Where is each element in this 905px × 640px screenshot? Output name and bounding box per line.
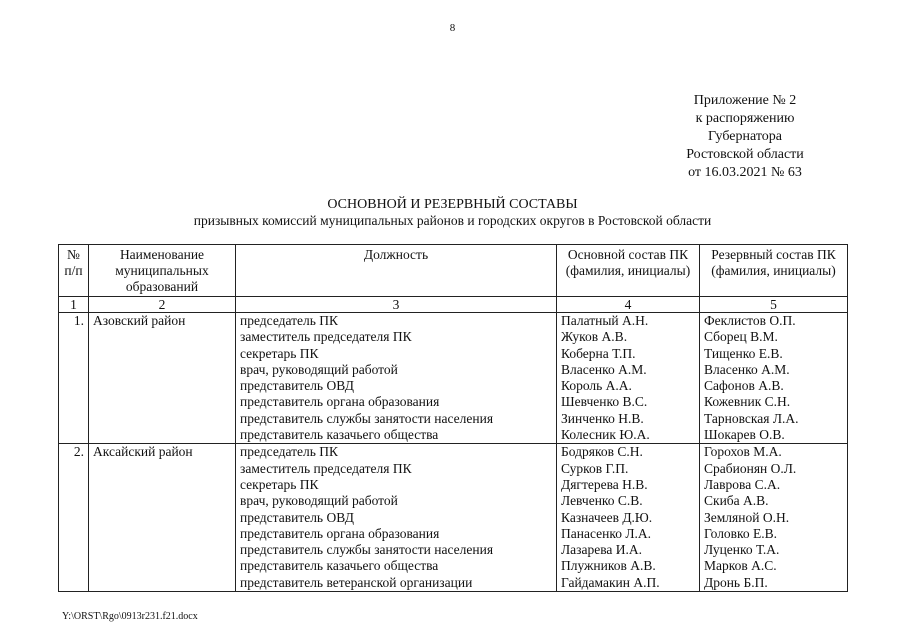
position-item: председатель ПК — [240, 444, 339, 460]
position-item: врач, руководящий работой — [240, 493, 398, 509]
main-staff-name: Дягтерева Н.В. — [561, 476, 648, 492]
position-item: представитель органа образования — [240, 394, 440, 410]
header-municipality: Наименование муниципальных образований — [89, 245, 236, 297]
position-item: представитель казачьего общества — [240, 427, 439, 443]
position-item: представитель ОВД — [240, 509, 354, 525]
main-staff-name: Шевченко В.С. — [561, 394, 648, 410]
reserve-staff-name: Луценко Т.А. — [704, 542, 780, 558]
table-row — [59, 444, 848, 592]
main-staff-name: Гайдамакин А.П. — [561, 574, 660, 590]
main-staff-name: Палатный А.Н. — [561, 313, 649, 328]
position-item: представитель службы занятости населения — [240, 542, 494, 558]
reserve-staff-cell — [700, 444, 848, 592]
header-position: Должность — [236, 245, 557, 297]
document-subtitle: призывных комиссий муниципальных районов и городских округов в Ростовской области — [193, 213, 712, 228]
position-item: врач, руководящий работой — [240, 361, 398, 377]
main-staff-name: Бодряков С.Н. — [561, 444, 643, 460]
reserve-staff-name: Марков А.С. — [704, 558, 777, 574]
municipality-name: Аксайский район — [89, 444, 236, 592]
column-number: 5 — [700, 297, 848, 313]
appendix-line: Приложение № 2 — [693, 93, 797, 108]
reserve-staff-name: Шокарев О.В. — [704, 427, 785, 443]
document-title: ОСНОВНОЙ И РЕЗЕРВНЫЙ СОСТАВЫ — [327, 197, 578, 212]
reserve-staff-name: Лаврова С.А. — [704, 476, 781, 492]
row-number: 1. — [59, 313, 89, 444]
reserve-staff-name: Головко Е.В. — [704, 525, 778, 541]
reserve-staff-name: Тарновская Л.А. — [704, 410, 799, 426]
appendix-line: Ростовской области — [686, 147, 804, 162]
appendix-line: к распоряжению — [695, 111, 795, 126]
page-number: 8 — [449, 22, 456, 34]
reserve-staff-name: Тищенко Е.В. — [704, 345, 783, 361]
header-main-staff: Основной состав ПК (фамилия, инициалы) — [557, 245, 700, 297]
table-header-row — [59, 245, 848, 297]
main-staff-name: Коберна Т.П. — [561, 345, 636, 361]
position-item: представитель ОВД — [240, 378, 354, 394]
column-number-row — [59, 297, 848, 313]
reserve-staff-name: Сафонов А.В. — [704, 378, 784, 394]
position-item: секретарь ПК — [240, 345, 319, 361]
header-number: № п/п — [59, 245, 89, 297]
main-staff-name: Левченко С.В. — [561, 493, 643, 509]
commission-table — [58, 244, 848, 592]
position-item: заместитель председателя ПК — [240, 329, 412, 345]
appendix-line: от 16.03.2021 № 63 — [688, 165, 802, 180]
reserve-staff-name: Земляной О.Н. — [704, 509, 790, 525]
reserve-staff-name: Власенко А.М. — [704, 361, 790, 377]
main-staff-name: Жуков А.В. — [561, 329, 628, 345]
main-staff-name: Плужников А.В. — [561, 558, 656, 574]
reserve-staff-name: Сборец В.М. — [704, 329, 778, 345]
appendix-block — [650, 92, 840, 182]
positions-cell — [236, 444, 557, 592]
main-staff-name: Власенко А.М. — [561, 361, 647, 377]
main-staff-name: Сурков Г.П. — [561, 460, 629, 476]
position-item: представитель органа образования — [240, 525, 440, 541]
main-staff-name: Казначеев Д.Ю. — [561, 509, 653, 525]
main-staff-name: Зинченко Н.В. — [561, 410, 644, 426]
column-number: 1 — [59, 297, 89, 313]
reserve-staff-name: Срабионян О.Л. — [704, 460, 797, 476]
position-item: представитель службы занятости населения — [240, 410, 494, 426]
main-staff-name: Король А.А. — [561, 378, 632, 394]
position-item: секретарь ПК — [240, 476, 319, 492]
position-item: председатель ПК — [240, 313, 339, 328]
reserve-staff-name: Горохов М.А. — [704, 444, 782, 460]
position-item: представитель казачьего общества — [240, 558, 439, 574]
positions-cell — [236, 313, 557, 444]
reserve-staff-name: Скиба А.В. — [704, 493, 769, 509]
main-staff-cell — [557, 313, 700, 444]
main-staff-name: Лазарева И.А. — [561, 542, 643, 558]
reserve-staff-name: Дронь Б.П. — [704, 574, 768, 590]
main-staff-name: Панасенко Л.А. — [561, 525, 651, 541]
position-item: представитель ветеранской организации — [240, 574, 473, 590]
reserve-staff-cell — [700, 313, 848, 444]
position-item: заместитель председателя ПК — [240, 460, 412, 476]
column-number: 4 — [557, 297, 700, 313]
reserve-staff-name: Феклистов О.П. — [704, 313, 796, 328]
reserve-staff-name: Кожевник С.Н. — [704, 394, 791, 410]
main-staff-cell — [557, 444, 700, 592]
table-row — [59, 313, 848, 444]
column-number: 3 — [236, 297, 557, 313]
file-path-footer: Y:\ORST\Rgo\0913r231.f21.docx — [62, 611, 198, 622]
header-reserve-staff: Резервный состав ПК (фамилия, инициалы) — [700, 245, 848, 297]
column-number: 2 — [89, 297, 236, 313]
row-number: 2. — [59, 444, 89, 592]
main-staff-name: Колесник Ю.А. — [561, 427, 650, 443]
appendix-line: Губернатора — [707, 129, 783, 144]
municipality-name: Азовский район — [89, 313, 236, 444]
